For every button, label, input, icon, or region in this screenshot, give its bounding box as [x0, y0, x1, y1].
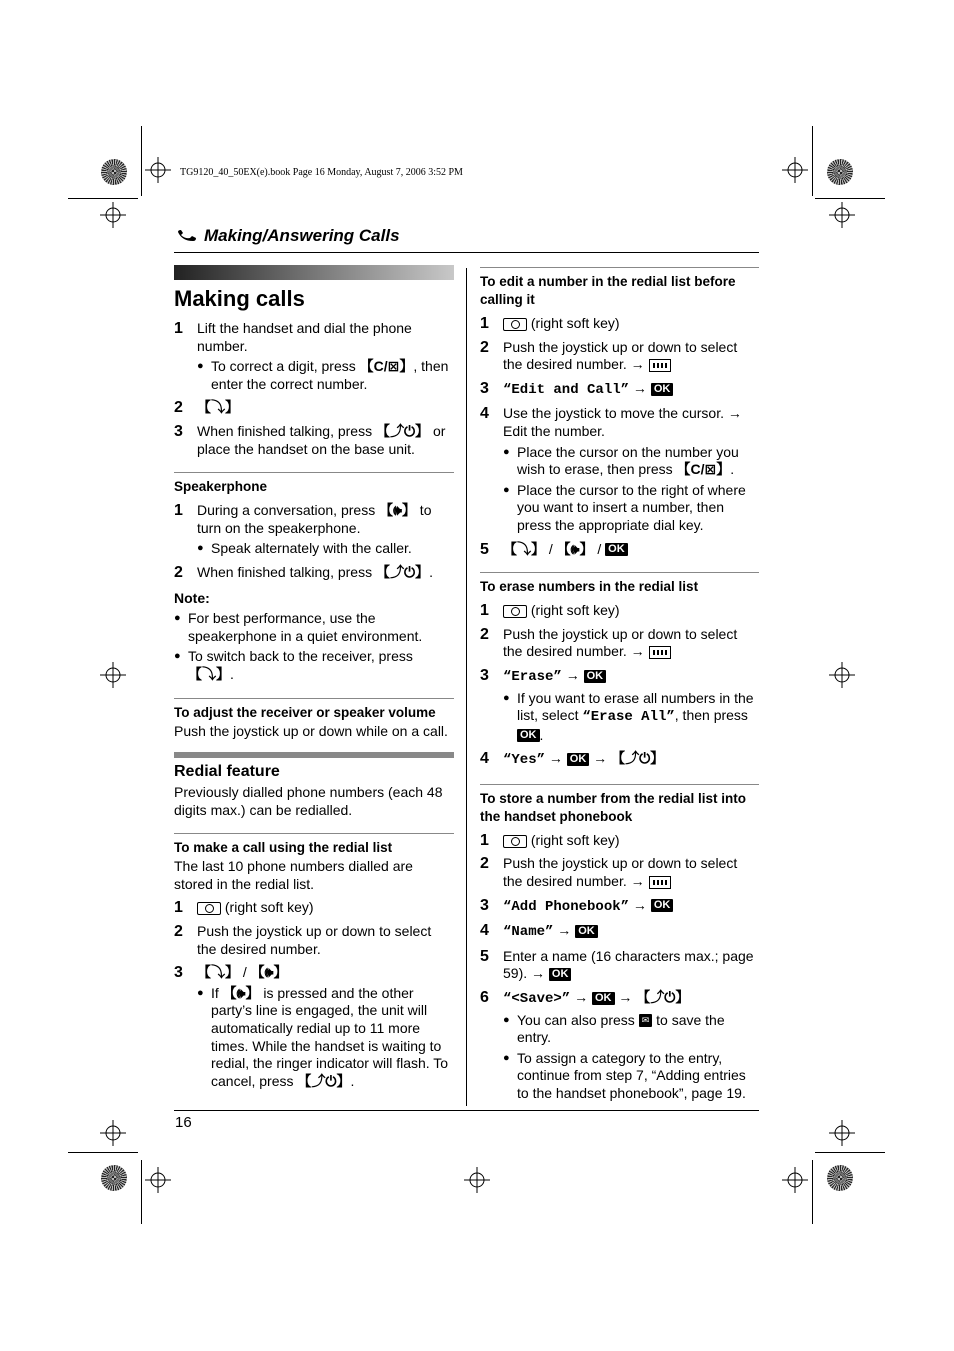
menu-item-text: “Name”	[503, 924, 554, 941]
page-number: 16	[175, 1114, 192, 1131]
step-number: 2	[480, 855, 489, 873]
section-title: To store a number from the redial list into the handset phonebook	[480, 790, 747, 824]
crop-mark	[815, 198, 885, 199]
step-number: 2	[480, 625, 489, 643]
off-power-key-icon: 【⤴⏻】	[297, 1072, 351, 1089]
bullet-item: ● If you want to erase all numbers in the list, select “Erase All”, then press OK .	[503, 689, 754, 743]
bullet-item	[197, 358, 454, 393]
note-text: To switch back to the receiver, press	[188, 648, 413, 665]
running-header	[176, 226, 400, 246]
step-number: 5	[480, 947, 489, 965]
talk-key-icon: 【⤵】	[197, 964, 239, 981]
section-title: To adjust the receiver or speaker volume	[174, 704, 436, 720]
step-text: During a conversation, press	[197, 502, 380, 519]
step: 6 “<Save>” → OK → 【⤴⏻】	[480, 989, 690, 1008]
step	[480, 855, 759, 890]
step: 3 “Add Phonebook” → OK	[480, 897, 759, 917]
ok-key-icon: OK	[517, 729, 540, 742]
bullet-text: , then enter the correct number.	[211, 358, 449, 392]
bullet-text: to save the entry.	[517, 1011, 725, 1046]
step-number: 3	[480, 666, 489, 684]
clear-key-icon: 【C/⊠】	[676, 461, 731, 478]
step-text: When finished talking, press	[197, 422, 376, 439]
bullet-dot-icon: ●	[503, 1051, 510, 1064]
ok-key-icon: OK	[584, 670, 607, 683]
menu-item-text: “Erase”	[503, 668, 562, 685]
step: 3 “Edit and Call” → OK	[480, 380, 759, 400]
off-power-key-icon: 【⤴⏻】	[611, 750, 665, 767]
menu-item-text: “<Save>”	[503, 991, 571, 1008]
right-soft-key-icon	[503, 318, 527, 331]
talk-key-icon: 【⤵】	[188, 665, 230, 682]
step-text: Push the joystick up or down to select the desired number. →	[503, 855, 738, 890]
step: 5 【⤵】 / 【🕪】 / OK	[480, 541, 759, 559]
step-text: (right soft key)	[527, 602, 620, 619]
note-item	[174, 610, 454, 645]
right-soft-key-icon	[197, 902, 221, 915]
registration-mark-icon	[145, 1167, 171, 1193]
bullet-dot-icon: ●	[197, 542, 204, 555]
step-number: 4	[480, 922, 489, 940]
bullet-dot-icon: ●	[174, 650, 181, 663]
bullet-dot-icon: ●	[197, 986, 204, 999]
registration-mark-icon	[464, 1167, 490, 1193]
speaker-key-icon: 【🕪】	[379, 502, 416, 519]
step	[480, 832, 759, 850]
menu-key-icon	[649, 876, 671, 889]
color-calibration-disk-icon	[827, 159, 853, 185]
step-text: (right soft key)	[527, 831, 620, 848]
bullet-item	[503, 482, 759, 535]
bullet-text: If	[211, 984, 223, 1001]
note-label: Note:	[174, 589, 210, 606]
save-key-icon: ✉	[639, 1014, 653, 1027]
step-number: 3	[480, 896, 489, 914]
step-text: to turn on the speakerphone.	[197, 502, 432, 536]
crop-mark	[812, 1160, 813, 1224]
crop-mark	[141, 1160, 142, 1224]
crop-mark	[141, 126, 142, 196]
step	[480, 948, 759, 983]
bullet-dot-icon: ●	[503, 1013, 510, 1026]
footer-rule	[174, 1110, 759, 1111]
crop-mark	[68, 1152, 138, 1153]
step-number: 2	[174, 923, 183, 941]
step-number: 3	[174, 422, 183, 440]
section-rule	[480, 267, 759, 268]
ok-key-icon: OK	[605, 543, 628, 556]
step	[480, 626, 759, 661]
step-number: 3	[174, 964, 183, 982]
speaker-key-icon: 【🕪】	[222, 984, 260, 1001]
section-title: To erase numbers in the redial list	[480, 579, 699, 595]
right-soft-key-icon	[503, 835, 527, 848]
step: 4 “Name” → OK	[480, 922, 759, 942]
section-rule	[174, 472, 454, 473]
registration-mark-icon	[782, 157, 808, 183]
step-text: Enter a name (16 characters max.; page 59). →	[503, 947, 754, 982]
section-rule	[174, 833, 454, 834]
section-heading: Redial feature	[174, 763, 280, 781]
step: 4 “Yes” → OK → 【⤴⏻】	[480, 750, 665, 769]
registration-mark-icon	[145, 157, 171, 183]
step	[480, 315, 759, 333]
bullet-text: To assign a category to the entry, continue from step 7, “Adding entries to the handset phonebook”, page 19.	[517, 1049, 746, 1101]
step	[174, 923, 454, 958]
bullet-text: Place the cursor on the number you wish to erase, then press	[517, 443, 739, 478]
step	[480, 602, 759, 620]
talk-key-icon: 【⤵】	[197, 399, 239, 416]
crop-mark	[68, 198, 138, 199]
bullet-item	[503, 1050, 759, 1103]
crop-mark	[815, 1152, 885, 1153]
section-bar	[174, 265, 454, 280]
header-rule	[174, 252, 759, 253]
step-text: Push the joystick up or down to select the desired number. →	[503, 338, 738, 373]
right-soft-key-icon	[503, 605, 527, 618]
menu-key-icon	[649, 359, 671, 372]
bullet-text: If you want to erase all numbers in the list, select	[517, 689, 754, 724]
registration-mark-icon	[100, 202, 126, 228]
step-text: Lift the handset and dial the phone number.	[197, 320, 412, 354]
menu-item-text: “Erase All”	[582, 709, 675, 726]
crop-mark	[812, 126, 813, 196]
column-divider	[466, 268, 467, 1106]
step-number: 1	[174, 320, 183, 337]
bullet-text: Speak alternately with the caller.	[211, 540, 412, 557]
menu-item-text: “Yes”	[503, 752, 546, 769]
step-text: Push the joystick up or down to select the desired number. →	[503, 625, 738, 660]
registration-mark-icon	[829, 662, 855, 688]
step-number: 2	[174, 399, 183, 417]
registration-mark-icon	[100, 662, 126, 688]
step-number: 4	[480, 750, 489, 768]
step-number: 2	[480, 338, 489, 356]
ok-key-icon: OK	[651, 383, 674, 396]
color-calibration-disk-icon	[827, 1165, 853, 1191]
registration-mark-icon	[829, 1120, 855, 1146]
ok-key-icon: OK	[651, 899, 674, 912]
step	[174, 502, 454, 537]
step	[174, 320, 454, 355]
step-number: 5	[480, 540, 489, 558]
step-number: 2	[174, 563, 183, 581]
color-calibration-disk-icon	[101, 1165, 127, 1191]
step	[480, 339, 759, 374]
section-rule	[480, 784, 759, 785]
step-text: (right soft key)	[527, 315, 620, 331]
bullet-text: , then press	[674, 707, 748, 724]
bullet-dot-icon: ●	[503, 483, 510, 496]
section-title: To edit a number in the redial list before calling it	[480, 274, 736, 307]
step-text: or place the handset on the base unit.	[197, 422, 446, 457]
menu-key-icon	[649, 646, 671, 659]
step-number: 1	[174, 899, 183, 917]
section-title: To make a call using the redial list	[174, 840, 393, 856]
ok-key-icon: OK	[575, 925, 598, 938]
step	[174, 399, 454, 417]
step	[174, 899, 454, 917]
section-rule	[480, 572, 759, 573]
section-text: The last 10 phone numbers dialled are stored in the redial list.	[174, 858, 413, 892]
step-number: 1	[480, 602, 489, 620]
speaker-key-icon: 【🕪】	[250, 964, 288, 981]
off-power-key-icon: 【⤴⏻】	[636, 989, 690, 1006]
bullet-item	[197, 540, 454, 558]
step-number: 1	[174, 502, 183, 520]
left-column	[174, 265, 454, 1090]
bullet-text: is pressed and the other party’s line is engaged, the unit will automatically redial up to 11 more times. While the handset is waiting to redial, the ringer indicator will flash. To cancel, press	[211, 984, 449, 1089]
section-text: Previously dialled phone numbers (each 48 digits max.) can be redialled.	[174, 784, 443, 818]
step	[480, 405, 759, 440]
step-number: 6	[480, 989, 489, 1007]
ok-key-icon: OK	[549, 968, 572, 981]
note-item: ● To switch back to the receiver, press 【⤵】.	[174, 648, 413, 682]
talk-key-icon: 【⤵】	[503, 540, 545, 557]
note-text: For best performance, use the speakerphone in a quiet environment.	[188, 610, 423, 644]
menu-item-text: “Edit and Call”	[503, 381, 630, 398]
step-number: 1	[480, 315, 489, 332]
print-header: TG9120_40_50EX(e).book Page 16 Monday, August 7, 2006 3:52 PM	[180, 167, 463, 178]
bullet-item: ● If 【🕪】 is pressed and the other party’s line is engaged, the unit will automatically redial up to 11 more times. While the handset is waiting to redial, the ringer indicator will flash. To cancel, press 【⤴⏻】.	[197, 984, 449, 1089]
bullet-dot-icon: ●	[503, 691, 510, 704]
registration-mark-icon	[829, 202, 855, 228]
ok-key-icon: OK	[567, 753, 590, 766]
step-number: 3	[480, 379, 489, 397]
off-power-key-icon: 【⤴⏻】	[375, 422, 430, 439]
header-title: Making/Answering Calls	[204, 226, 400, 245]
step: 3 【⤵】 / 【🕪】	[174, 964, 288, 982]
section-rule	[174, 698, 454, 699]
speaker-key-icon: 【🕪】	[556, 540, 594, 557]
step: 3 “Erase” → OK	[480, 667, 759, 687]
section-title: Speakerphone	[174, 479, 268, 495]
step-text: Push the joystick up or down to select the desired number.	[197, 923, 432, 957]
bullet-dot-icon: ●	[197, 360, 204, 373]
bullet-item	[503, 1012, 759, 1047]
section-text: Push the joystick up or down while on a call.	[174, 722, 448, 739]
step-number: 4	[480, 405, 489, 423]
bullet-item: ● Place the cursor on the number you wish to erase, then press 【C/⊠】.	[503, 443, 739, 478]
talk-icon	[176, 229, 200, 243]
page-title: Making calls	[174, 286, 305, 311]
registration-mark-icon	[782, 1167, 808, 1193]
step-text: When finished talking, press	[197, 563, 376, 580]
registration-mark-icon	[100, 1120, 126, 1146]
step	[174, 423, 454, 458]
clear-key-icon: 【C/⊠】	[359, 358, 414, 375]
step-text: Use the joystick to move the cursor. → Edit the number.	[503, 405, 742, 439]
step-text: (right soft key)	[221, 899, 314, 916]
bullet-text: To correct a digit, press	[211, 358, 360, 375]
section-bar	[174, 752, 454, 758]
bullet-dot-icon: ●	[174, 612, 181, 625]
bullet-text: Place the cursor to the right of where you want to insert a number, then press the appropriate dial key.	[517, 481, 746, 533]
step-number: 1	[480, 831, 489, 849]
bullet-text: You can also press	[517, 1011, 639, 1028]
menu-item-text: “Add Phonebook”	[503, 898, 630, 915]
right-column	[480, 267, 759, 1103]
ok-key-icon: OK	[592, 992, 615, 1005]
off-power-key-icon: 【⤴⏻】	[375, 563, 430, 580]
bullet-dot-icon: ●	[503, 445, 510, 458]
color-calibration-disk-icon	[101, 159, 127, 185]
step: 2 When finished talking, press 【⤴⏻】.	[174, 563, 433, 581]
